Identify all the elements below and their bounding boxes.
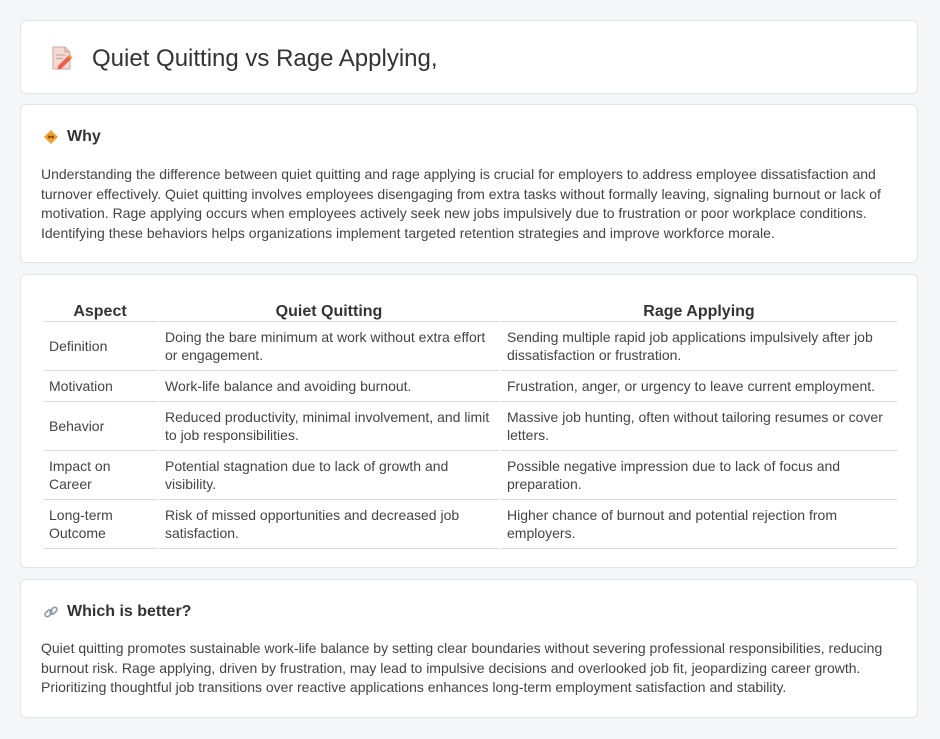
title-card	[20, 20, 918, 94]
table-cell: Reduced productivity, minimal involvement, and limit to job responsibilities.	[159, 402, 499, 451]
table-row	[43, 451, 897, 500]
table-header-row	[43, 297, 897, 322]
table-cell: Potential stagnation due to lack of growth and visibility.	[159, 451, 499, 500]
table-row	[43, 402, 897, 451]
link-icon	[43, 604, 59, 620]
comparison-card	[20, 274, 918, 568]
column-header: Aspect	[43, 297, 157, 322]
better-text: Quiet quitting promotes sustainable work-life balance by setting clear boundaries without severing professional responsibilities, reducing burnout risk. Rage applying, driven by frustration, may lead to impulsive decisions and overlooked job fit, jeopardizing career growth. Prioritizing thoughtful job transitions over reactive applications enhances long-term employment satisfaction and stability.	[41, 640, 883, 695]
table-cell: Motivation	[43, 371, 157, 402]
table-cell: Risk of missed opportunities and decreased job satisfaction.	[159, 500, 499, 549]
table-row	[43, 322, 897, 371]
table-cell: Behavior	[43, 402, 157, 451]
table-cell: Long-term Outcome	[43, 500, 157, 549]
diamond-arrows-icon	[43, 129, 59, 145]
table-row	[43, 500, 897, 549]
table-cell: Sending multiple rapid job applications impulsively after job dissatisfaction or frustration.	[501, 322, 897, 371]
table-cell: Definition	[43, 322, 157, 371]
table-cell: Impact on Career	[43, 451, 157, 500]
table-row	[43, 371, 897, 402]
which-is-better-section	[20, 579, 918, 718]
document-pencil-icon	[49, 45, 75, 71]
comparison-table	[41, 297, 899, 549]
better-title: Which is better?	[67, 603, 192, 620]
why-title: Why	[67, 128, 101, 145]
table-cell: Doing the bare minimum at work without extra effort or engagement.	[159, 322, 499, 371]
table-cell: Work-life balance and avoiding burnout.	[159, 371, 499, 402]
table-cell: Higher chance of burnout and potential rejection from employers.	[501, 500, 897, 549]
table-cell: Possible negative impression due to lack of focus and preparation.	[501, 451, 897, 500]
table-cell: Frustration, anger, or urgency to leave current employment.	[501, 371, 897, 402]
why-heading	[43, 127, 101, 147]
column-header: Quiet Quitting	[159, 297, 499, 322]
better-heading	[43, 602, 191, 622]
table-cell: Massive job hunting, often without tailoring resumes or cover letters.	[501, 402, 897, 451]
page-title: Quiet Quitting vs Rage Applying,	[92, 45, 438, 72]
column-header: Rage Applying	[501, 297, 897, 322]
why-text: Understanding the difference between quiet quitting and rage applying is crucial for employers to address employee dissatisfaction and turnover effectively. Quiet quitting involves employees disengaging from extra tasks without formally leaving, signaling burnout or lack of motivation. Rage applying occurs when employees actively seek new jobs impulsively due to frustration or poor workplace conditions. Identifying these behaviors helps organizations implement targeted retention strategies and improve workforce morale.	[41, 166, 881, 241]
why-section	[20, 104, 918, 263]
